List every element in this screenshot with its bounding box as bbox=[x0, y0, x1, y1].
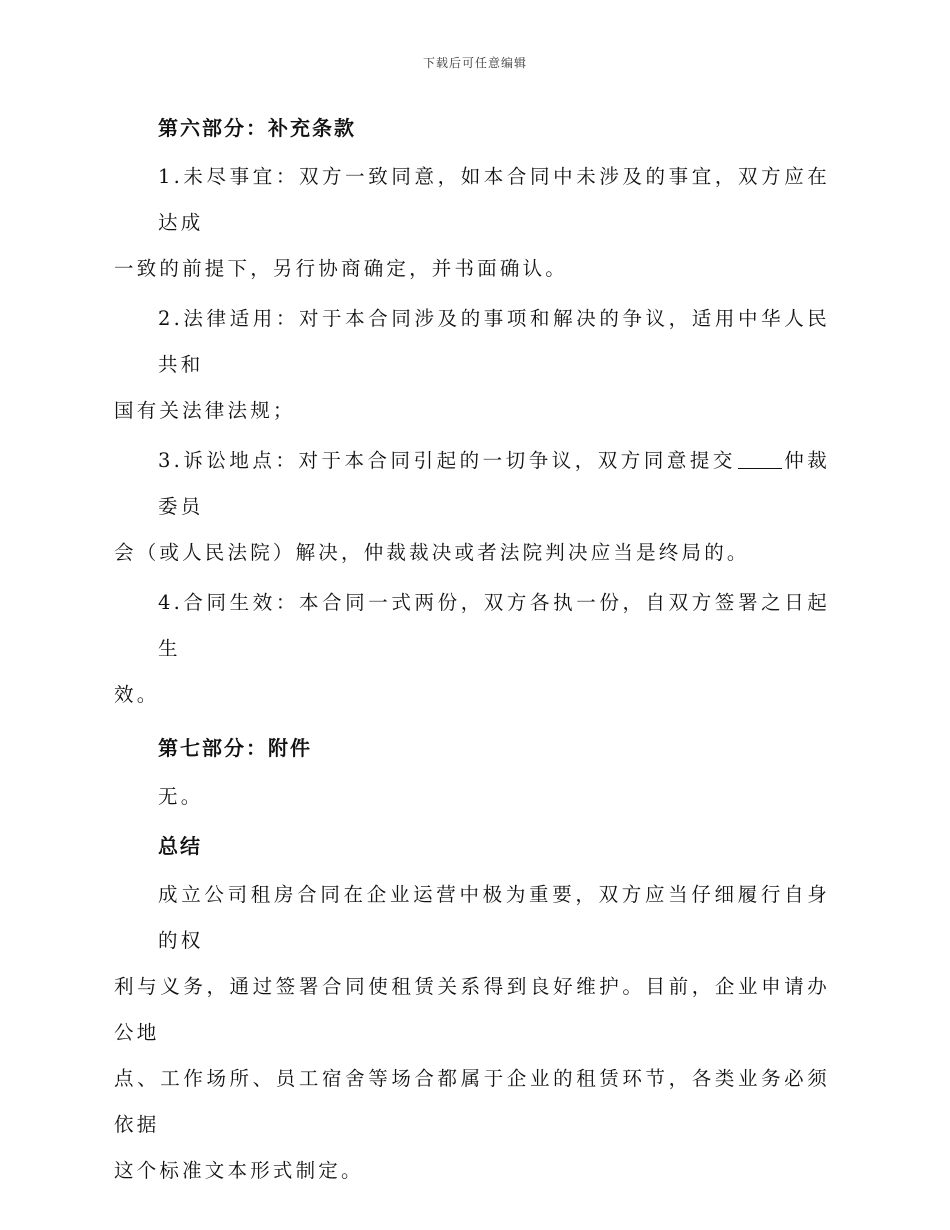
clause-2-line-1: 2.法律适用：对于本合同涉及的事项和解决的争议，适用中华人民共和 bbox=[158, 307, 830, 376]
blank-fill-line bbox=[738, 450, 782, 469]
clause-4 bbox=[114, 580, 830, 718]
section7-body-text: 无。 bbox=[158, 785, 204, 808]
summary-line-2: 利与义务，通过签署合同使租赁关系得到良好维护。目前，企业申请办公地 bbox=[114, 975, 830, 1044]
clause-1-line-1: 1.未尽事宜：双方一致同意，如本合同中未涉及的事宜，双方应在达成 bbox=[158, 165, 830, 234]
section7-heading: 第七部分：附件 bbox=[158, 736, 312, 760]
clause-4-line-2: 效。 bbox=[114, 683, 160, 706]
document-body bbox=[114, 106, 830, 1194]
clause-3-text-a: 3.诉讼地点：对于本合同引起的一切争议，双方同意提交 bbox=[158, 449, 736, 472]
summary-line-4: 这个标准文本形式制定。 bbox=[114, 1159, 364, 1182]
summary-line-1: 成立公司租房合同在企业运营中极为重要，双方应当仔细履行自身的权 bbox=[158, 883, 830, 952]
summary-line-3: 点、工作场所、员工宿舍等场合都属于企业的租赁环节，各类业务必须依据 bbox=[114, 1067, 830, 1136]
clause-3-text-b: 仲裁委员 bbox=[158, 449, 830, 518]
clause-2-line-2: 国有关法律法规； bbox=[114, 399, 296, 422]
page-header: 下载后可任意编辑 bbox=[422, 56, 527, 70]
clause-3-line-2: 会（或人民法院）解决，仲裁裁决或者法院判决应当是终局的。 bbox=[114, 541, 750, 564]
summary-body bbox=[114, 872, 830, 1194]
summary-heading: 总结 bbox=[158, 834, 202, 858]
section6-heading: 第六部分：补充条款 bbox=[158, 116, 356, 140]
clause-3 bbox=[114, 438, 830, 576]
clause-3-line-1 bbox=[114, 438, 830, 530]
section7-body bbox=[114, 774, 830, 820]
clause-1-line-2: 一致的前提下，另行协商确定，并书面确认。 bbox=[114, 257, 569, 280]
clause-1 bbox=[114, 154, 830, 292]
clause-2 bbox=[114, 296, 830, 434]
clause-4-line-1: 4.合同生效：本合同一式两份，双方各执一份，自双方签署之日起生 bbox=[158, 591, 830, 660]
